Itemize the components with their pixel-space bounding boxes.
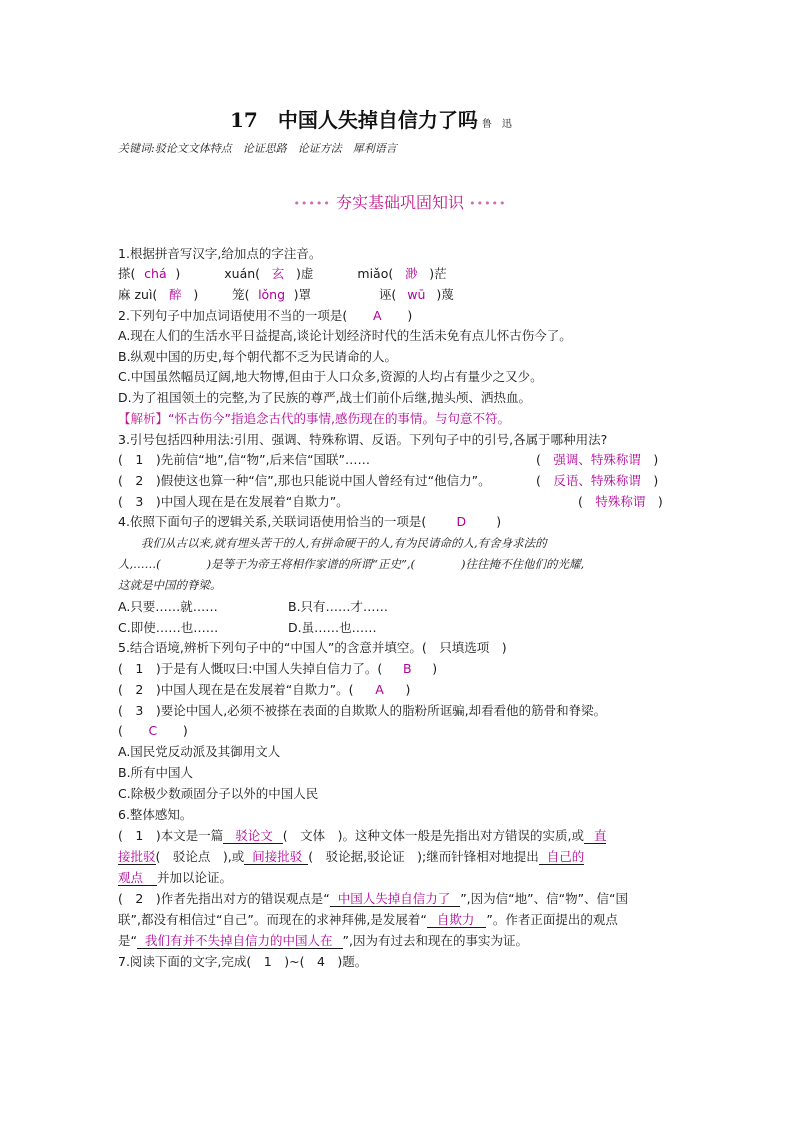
q5-option-b: B.所有中国人 [118,765,194,780]
q5-option-a: A.国民党反动派及其御用文人 [118,744,281,759]
answer: 间接批驳 [252,849,303,864]
answer: 自欺力 [436,912,475,927]
answer: C [148,723,158,738]
q2-option-a: A.现在人们的生活水平日益提高,谈论计划经济时代的生活未免有点儿怀古伤今了。 [118,328,572,343]
q6-p2-line2: 联”,都没有相信过“自己”。而现在的求神拜佛,是发展着“ 自欺力 ”。作者正面提出的观点 [118,912,618,927]
q6-p1-line1: ( 1 )本文是一篇 驳论文 ( 文体 )。这种文体一般是先指出对方错误的实质,或 直 [118,828,607,843]
answer: 我们有并不失掉自信力的中国人在 [144,933,333,948]
q6-p2-line3: 是“ 我们有并不失掉自信力的中国人在 ”,因为有过去和现在的事实为证。 [118,933,528,948]
q5-item-2: ( 2 )中国人现在是在发展着“自欺力”。( A ) [118,682,411,697]
q4-quote-line3: 这就是中国的脊梁。 [118,578,222,592]
answer: 渺 [404,266,418,281]
q2-analysis [118,410,510,427]
q2-option-b: B.纵观中国的历史,每个朝代都不乏为民请命的人。 [118,349,398,364]
q6-p1-line2: 接批驳( 驳论点 ),或 间接批驳 ( 驳论据,驳论证 );继而针锋相对地提出 自己的 [118,849,585,864]
q5-option-c: C.除极少数顽固分子以外的中国人民 [118,786,319,801]
q1-stem: 1.根据拼音写汉字,给加点的字注音。 [118,246,322,261]
answer: 直 [593,828,607,843]
q7-stem: 7.阅读下面的文字,完成( 1 )~( 4 )题。 [118,954,368,969]
answer: 观点 [118,870,144,885]
section-banner [280,190,520,214]
answer: D [456,514,467,529]
q6-stem: 6.整体感知。 [118,807,193,822]
answer: 强调、特殊称谓 [553,452,641,467]
q4-options-ab [118,598,388,615]
answer: chá [144,266,167,281]
q4-quote-line1: 我们从古以来,就有埋头苦干的人,有拼命硬干的人,有为民请命的人,有舍身求法的 [118,536,547,550]
answer: 自己的 [546,849,585,864]
q4-option-b: B.只有……才…… [288,599,389,614]
q4-quote-line2: 人,……( )是等于为帝王将相作家谱的所谓“正史”,( )往往掩不住他们的光耀, [118,557,585,571]
page-title: 17 中国人失掉自信力了吗 鲁 迅 [230,108,512,132]
q1-row1: 搽( chá ) xuán( 玄 )虚 miǎo( 渺 )茫 [118,266,447,281]
q3-item-1: ( 1 )先前信“地”,信“物”,后来信“国联”…… ( 强调、特殊称谓 ) [118,452,659,467]
analysis-tag: 【解析】 [118,411,169,426]
answer: wū [407,287,426,302]
answer: lǒng [258,287,286,302]
q5-item-3-answer: ( C ) [118,723,188,738]
q2-stem: 2.下列句子中加点词语使用不当的一项是( A ) [118,308,413,323]
q6-p2-line1: ( 2 )作者先指出对方的错误观点是“ 中国人失掉自信力了 ”,因为信“地”、信“物”、信“国 [118,891,629,906]
q5-item-1: ( 1 )于是有人慨叹曰:中国人失掉自信力了。( B ) [118,661,438,676]
answer: 反语、特殊称谓 [553,473,641,488]
analysis-text: “怀古伤今”指追念古代的事情,感伤现在的事情。与句意不符。 [168,411,510,426]
section-title: 夯实基础巩固知识 [335,193,464,212]
answer: 中国人失掉自信力了 [337,891,451,906]
decor-dots-left: ••••• [293,197,331,210]
answer: A [373,308,382,323]
answer: B [403,661,412,676]
answer: 特殊称谓 [595,494,646,509]
q6-p1-line3: 观点 并加以论证。 [118,870,233,885]
answer: 醉 [169,287,182,302]
q2-option-d: D.为了祖国领土的完整,为了民族的尊严,战士们前仆后继,抛头颅、洒热血。 [118,390,532,405]
q5-item-3: ( 3 )要论中国人,必须不被搽在表面的自欺欺人的脂粉所诓骗,却看看他的筋骨和脊梁。 [118,703,607,718]
q3-item-2: ( 2 )假使这也算一种“信”,那也只能说中国人曾经有过“他信力”。 ( 反语、特殊称谓 ) [118,473,659,488]
q3-stem: 3.引号包括四种用法:引用、强调、特殊称谓、反语。下列句子中的引号,各属于哪种用法? [118,432,608,447]
q3-item-3: ( 3 )中国人现在是在发展着“自欺力”。 ( 特殊称谓 ) [118,494,663,509]
q4-options-cd [118,619,377,636]
answer: 驳论文 [235,828,273,843]
q5-stem: 5.结合语境,辨析下列句子中的“中国人”的含意并填空。( 只填选项 ) [118,640,507,655]
q4-stem: 4.依照下面句子的逻辑关系,关联词语使用恰当的一项是( D ) [118,514,502,529]
keywords: 关键词:驳论文文体特点 论证思路 论证方法 犀利语言 [118,142,397,155]
answer: 接批驳 [118,849,156,864]
author: 鲁 迅 [481,119,512,130]
q1-row2: 麻 zuì( 醉 ) 笼( lǒng )罩 诬( wū )蔑 [118,287,454,302]
decor-dots-right: ••••• [469,197,507,210]
q4-option-c: C.即使……也…… [118,620,219,635]
q4-option-d: D.虽……也…… [288,620,377,635]
answer: A [375,682,384,697]
q4-option-a: A.只要……就…… [118,599,218,614]
answer: 玄 [271,266,285,281]
q2-option-c: C.中国虽然幅员辽阔,地大物博,但由于人口众多,资源的人均占有量少之又少。 [118,369,543,384]
